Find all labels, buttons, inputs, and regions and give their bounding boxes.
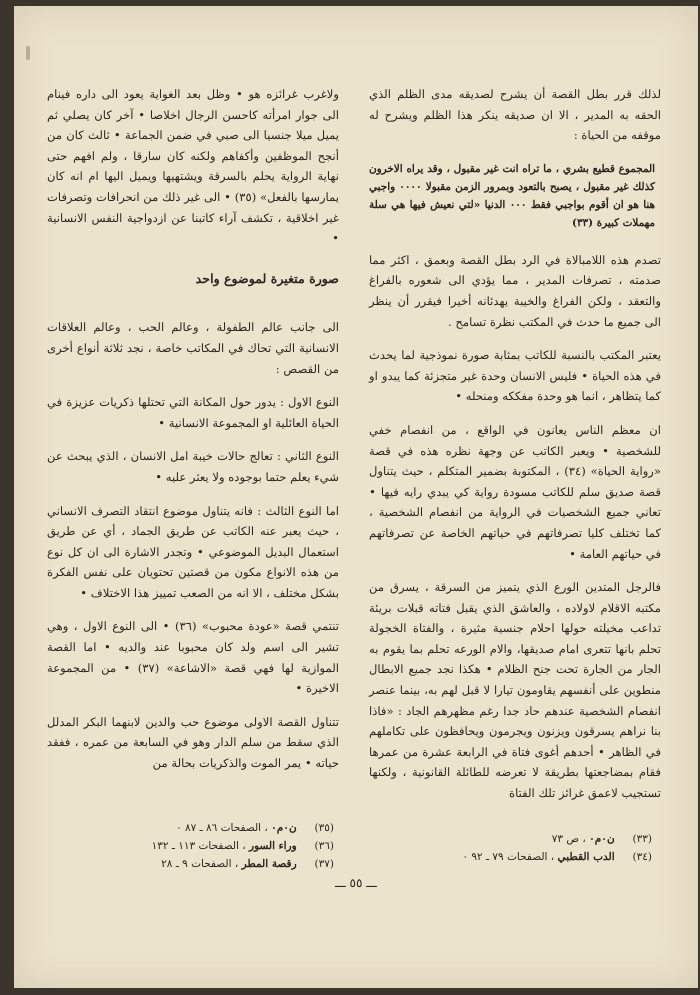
paragraph: النوع الثاني : تعالج حالات خيبة امل الانسان ، الذي يبحث عن شيء يعلم حتما بوجوده ولا يعثر عليه • [47,449,339,484]
footnote-title: ن٠م٠ [271,822,297,834]
footnote-number: (٣٣) [632,833,652,845]
paragraph: تصدم هذه اللامبالاة في الرد بطل القصة وبعمق ، اكثر مما صدمته ، تصرفات المدير ، مما يؤدي الى شعوره بالفراغ والتعقد ، ولكن الفراغ والخيبة يهدئانه أخيرا فيقرر أن ينظر الى جميع ما حدث في المكتب نظرة تسامح . [369,252,661,329]
paragraph: تتناول القصة الاولى موضوع حب والدين لابنهما البكر المدلل الذي سقط من سلم الدار وهو في السابعة من عمره ، ففقد حياته • يمر الموت والذكريات بحالة من [47,714,339,771]
book-page [14,6,698,988]
footnote [44,837,334,855]
footnote-title: ن٠م٠ [589,833,615,845]
paragraph: ولاغرب غرائزه هو • وظل بعد الغواية يعود الى داره فينام الى جوار امرأته كاحسن الرجال اخلاصا • آخر كان يصلي ثم يميل ميلا جنسيا الى صبي في ضمن الجماعة • ثالث كان من أنجح الموظفين وأكفاهم ولكنه كان سارقا ، ولم افهم حتى نهاية الرواية يحلم بالسرقة ويشتهيها ويميل اليها ام انه كان يمارسها بالفعل» (٣٥) • الى غير ذلك من انحرافات وتصرفات غير اخلاقية ، تكشف آراء كاتبنا عن ازدواجية النفس الانسانية • [47,87,340,246]
footnote-number: (٣٤) [632,851,652,863]
footnote-text: ، الصفحات ٧٩ ـ ٩٢ ٠ [462,851,558,863]
paragraph: تنتمي قصة «عودة محبوب» (٣٦) • الى النوع الاول ، وهي تشير الى اسم ولد كان محبوبا عند والديه • اما القصة الموازية لها فهي قصة «الاشاعة» (٣٧) • من المجموعة الاخيرة • [47,619,339,696]
footnote-number: (٣٥) [314,822,334,834]
footnote-text: ، الصفحات ١١٣ ـ ١٣٢ [151,840,250,852]
paragraph: يعتبر المكتب بالنسبة للكاتب بمثابة صورة نموذجية لما يحدث في هذه الحياة • فليس الانسان وحدة غير متجزئة كما يبدو او كما يتظاهر ، انما هو وحدة مفككه ومنحله • [369,348,661,404]
paragraph: اما النوع الثالث : فانه يتناول موضوع انتقاد التصرف الانساني ، حيث يعبر عنه الكاتب عن طريق الجماد ، أي عن طريق استعمال البديل الموضوعي • وتجدر الاشارة الى ان كل نوع من هذه الانواع مكون من قصتين تحتويان على نفس الفكرة بشكل مختلف ، الا انه من الصعب تمييز هذا الاختلاف • [47,503,339,600]
footnote-title: وراء السور [249,840,297,852]
footnote-text: ، الصفحات ٨٦ ـ ٨٧ ٠ [176,822,272,834]
footnote [402,830,652,848]
footnote-text: ، الصفحات ٩ ـ ٢٨ [161,858,242,870]
paragraph: ان معظم الناس يعانون في الواقع ، من انفصام خفي للشخصية • ويعبر الكاتب عن وجهة نظره هذه في قصة «رواية الحياة» (٣٤) ، المكتوبة بضمير المتكلم ، حيث يتناول قصة صديق سلم للكاتب مسودة رواية كي يبدي رايه فيها • تعاني جميع الشخصيات في الرواية من انفصام الشخصية ، كما تختلف كليا تصرفاتهم في حياتهم الخاصة عن تصرفاتهم في حياتهم العامة • [369,422,661,561]
footnote [44,819,334,837]
page-number: ـــ ٥٥ ـــ [335,876,377,890]
binding-mark [26,46,30,60]
footnote-number: (٣٦) [314,840,334,852]
footnote-number: (٣٧) [314,858,334,870]
footnote-text: ، ص ٧٣ [551,833,590,845]
footnote [402,848,652,866]
footnotes-right [402,830,652,866]
footnote [44,855,334,873]
paragraph: النوع الاول : يدور حول المكانة التي تحتلها ذكريات عزيزة في الحياة العائلية او المجموعة الانسانية • [47,395,339,430]
block-quote: المجموع قطيع بشري ، ما تراه انت غير مقبول ، وقد يراه الاخرون كذلك غير مقبول ، يصبح بالتعود وبمرور الزمن مقبولا ٠٠٠٠ واجبي هنا هو ان أقوم بواجبي فقط ٠٠٠ الدنيا «لتي نعيش فيها هي سلة مهملات كبيرة (٣٣) [369,162,656,229]
left-column [47,84,339,787]
paragraph: الى جانب عالم الطفولة ، وعالم الحب ، وعالم العلاقات الانسانية التي تحاك في المكاتب خاصة ، نجد ثلاثة أنواع أخرى من القصص : [47,320,339,376]
footnotes-left [44,819,334,873]
paragraph: لذلك قرر بطل القصة أن يشرح لصديقه مدى الظلم الذي الحقه به المدير ، الا ان صديقه ينكر هذا الظلم ويشرح له موقفه من الحياة : [369,87,661,143]
right-column [369,84,661,817]
footnote-title: رقصة المطر [241,858,297,870]
paragraph: فالرجل المتدين الورع الذي يتميز من السرقة ، يسرق من مكتبه الاقلام لاولاده ، والعاشق الذي يقبل فتاته قبلات بريئة تداعب مخيلته حولها احلام جنسية مثيرة ، والفتاة الخجولة تحلم بانها تتعرى امام صديقها، والام الورعه تحلم بما يقوم به الجار من الجارة تحت جنح الظلام • هكذا نجد جميع الابطال منطوين على أنفسهم يقاومون تيارا لا قبل لهم به، بينما عنصر انفصام الشخصية عندهم حاد جدا رغم مظهرهم الجاد : «فاذا بنا نراهم يسرقون ويزنون ويجرمون ويحافظون على تكاملهم في الظاهر • أحدهم أغوى فتاة في الرابعة عشرة من عمرها فقام بمضاجعتها بطريقة لا تعرضه للطائلة القانونية ، ولكنها تستجيب لاعمق غرائز تلك الفتاة [369,580,661,801]
section-heading: صورة متغيرة لموضوع واحد [195,270,339,286]
footnote-title: الدب القطبي [557,851,615,863]
